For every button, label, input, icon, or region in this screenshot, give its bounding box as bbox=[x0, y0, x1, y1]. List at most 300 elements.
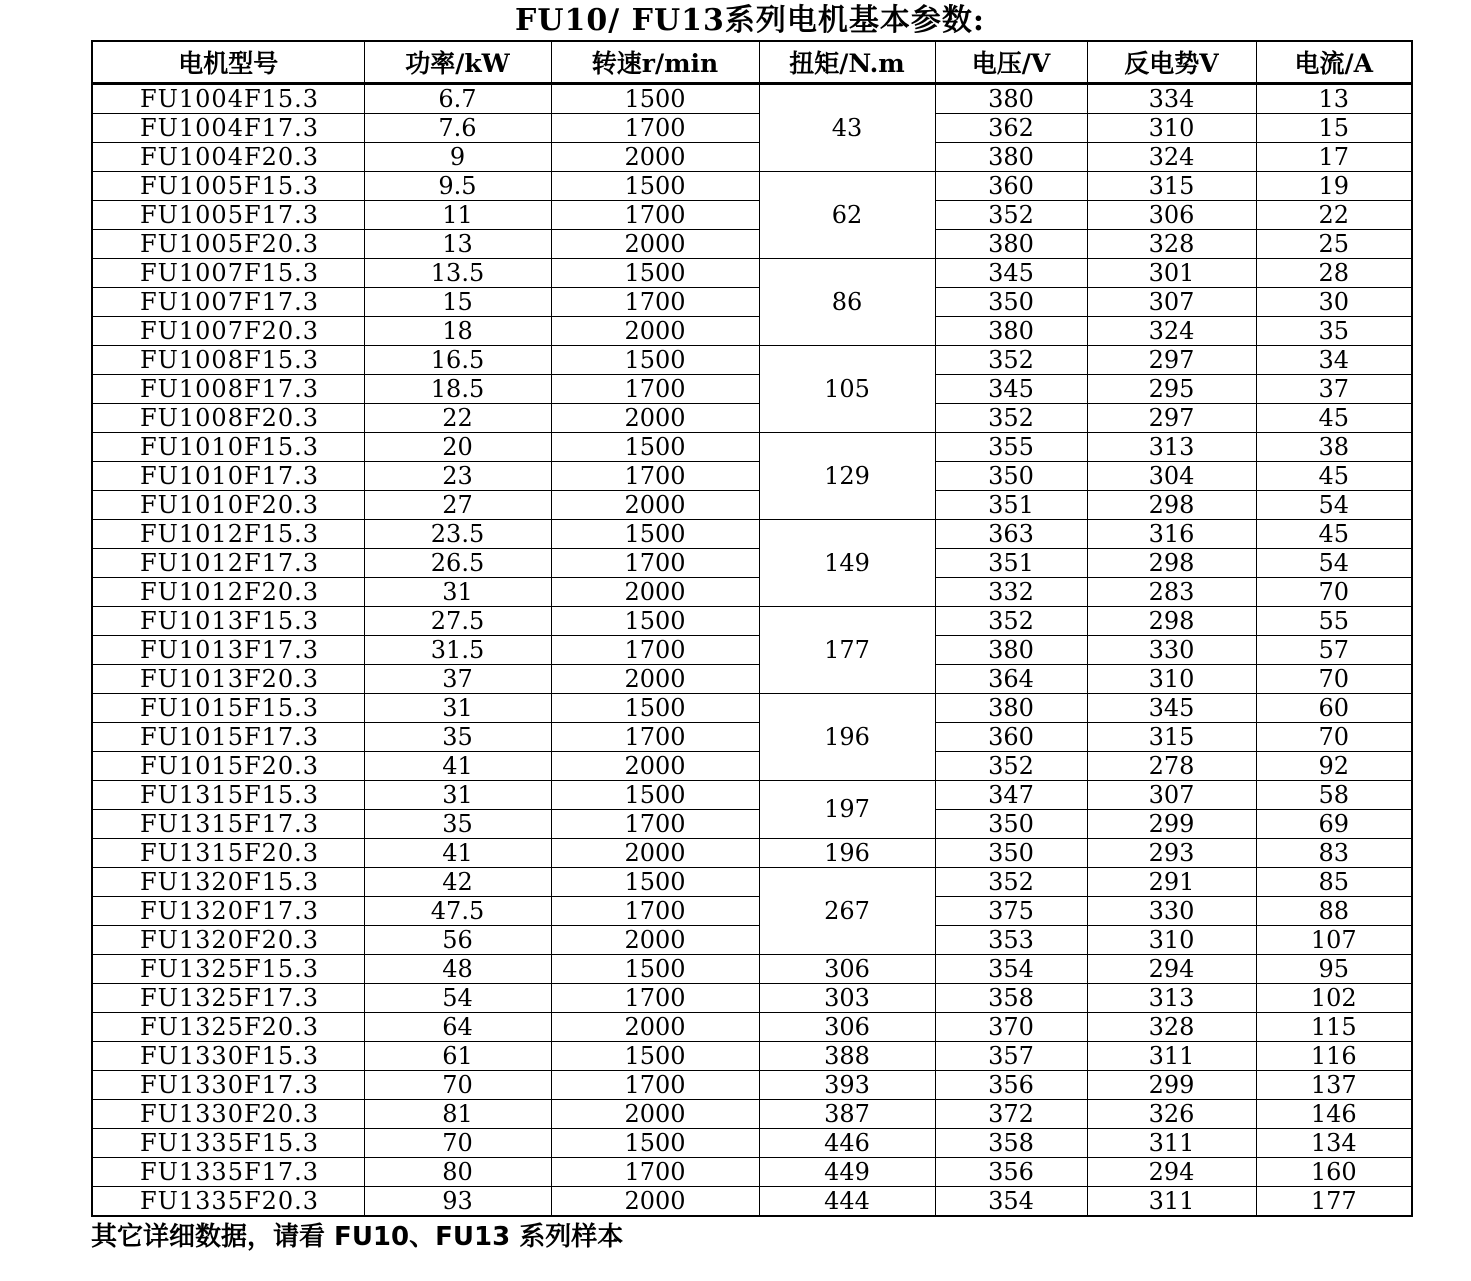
table-row bbox=[92, 549, 1412, 578]
cell-torque: 303 bbox=[759, 984, 935, 1013]
cell-back-emf: 316 bbox=[1087, 520, 1256, 549]
cell-voltage: 350 bbox=[935, 288, 1087, 317]
cell-voltage: 352 bbox=[935, 346, 1087, 375]
cell-back-emf: 315 bbox=[1087, 172, 1256, 201]
cell-current: 30 bbox=[1256, 288, 1412, 317]
cell-power: 47.5 bbox=[364, 897, 551, 926]
cell-current: 116 bbox=[1256, 1042, 1412, 1071]
cell-model: FU1330F17.3 bbox=[92, 1071, 364, 1100]
cell-current: 13 bbox=[1256, 84, 1412, 114]
cell-power: 48 bbox=[364, 955, 551, 984]
cell-voltage: 372 bbox=[935, 1100, 1087, 1129]
cell-speed: 2000 bbox=[551, 839, 759, 868]
cell-voltage: 380 bbox=[935, 636, 1087, 665]
cell-voltage: 345 bbox=[935, 375, 1087, 404]
cell-speed: 1700 bbox=[551, 201, 759, 230]
cell-back-emf: 283 bbox=[1087, 578, 1256, 607]
table-row bbox=[92, 520, 1412, 549]
cell-model: FU1013F17.3 bbox=[92, 636, 364, 665]
table-row bbox=[92, 375, 1412, 404]
cell-current: 17 bbox=[1256, 143, 1412, 172]
cell-back-emf: 345 bbox=[1087, 694, 1256, 723]
cell-speed: 1700 bbox=[551, 636, 759, 665]
cell-current: 134 bbox=[1256, 1129, 1412, 1158]
table-row bbox=[92, 114, 1412, 143]
table-row bbox=[92, 868, 1412, 897]
header-back-emf: 反电势V bbox=[1087, 41, 1256, 84]
cell-model: FU1010F15.3 bbox=[92, 433, 364, 462]
cell-voltage: 380 bbox=[935, 317, 1087, 346]
cell-current: 22 bbox=[1256, 201, 1412, 230]
cell-back-emf: 330 bbox=[1087, 897, 1256, 926]
cell-power: 16.5 bbox=[364, 346, 551, 375]
cell-power: 31 bbox=[364, 578, 551, 607]
cell-back-emf: 304 bbox=[1087, 462, 1256, 491]
cell-torque: 197 bbox=[759, 781, 935, 839]
cell-current: 146 bbox=[1256, 1100, 1412, 1129]
cell-voltage: 347 bbox=[935, 781, 1087, 810]
cell-torque: 306 bbox=[759, 1013, 935, 1042]
table-row bbox=[92, 723, 1412, 752]
cell-power: 93 bbox=[364, 1187, 551, 1217]
cell-speed: 1500 bbox=[551, 955, 759, 984]
cell-back-emf: 326 bbox=[1087, 1100, 1256, 1129]
cell-current: 45 bbox=[1256, 520, 1412, 549]
cell-power: 18.5 bbox=[364, 375, 551, 404]
cell-current: 57 bbox=[1256, 636, 1412, 665]
cell-voltage: 357 bbox=[935, 1042, 1087, 1071]
cell-speed: 1500 bbox=[551, 607, 759, 636]
cell-current: 115 bbox=[1256, 1013, 1412, 1042]
cell-model: FU1330F20.3 bbox=[92, 1100, 364, 1129]
cell-current: 35 bbox=[1256, 317, 1412, 346]
cell-model: FU1007F20.3 bbox=[92, 317, 364, 346]
cell-power: 35 bbox=[364, 723, 551, 752]
table-row bbox=[92, 84, 1412, 114]
cell-back-emf: 293 bbox=[1087, 839, 1256, 868]
cell-speed: 1500 bbox=[551, 346, 759, 375]
header-speed: 转速r/min bbox=[551, 41, 759, 84]
cell-power: 15 bbox=[364, 288, 551, 317]
cell-speed: 2000 bbox=[551, 665, 759, 694]
cell-torque: 196 bbox=[759, 694, 935, 781]
cell-torque: 444 bbox=[759, 1187, 935, 1217]
table-body bbox=[92, 84, 1412, 1217]
table-row bbox=[92, 1158, 1412, 1187]
cell-voltage: 350 bbox=[935, 462, 1087, 491]
cell-torque: 105 bbox=[759, 346, 935, 433]
cell-model: FU1004F20.3 bbox=[92, 143, 364, 172]
cell-torque: 388 bbox=[759, 1042, 935, 1071]
cell-power: 31.5 bbox=[364, 636, 551, 665]
cell-current: 160 bbox=[1256, 1158, 1412, 1187]
cell-power: 31 bbox=[364, 781, 551, 810]
cell-speed: 1700 bbox=[551, 897, 759, 926]
cell-back-emf: 297 bbox=[1087, 404, 1256, 433]
table-row bbox=[92, 433, 1412, 462]
cell-power: 6.7 bbox=[364, 84, 551, 114]
cell-voltage: 356 bbox=[935, 1158, 1087, 1187]
cell-model: FU1015F17.3 bbox=[92, 723, 364, 752]
cell-torque: 129 bbox=[759, 433, 935, 520]
table-row bbox=[92, 636, 1412, 665]
cell-voltage: 380 bbox=[935, 143, 1087, 172]
cell-voltage: 358 bbox=[935, 984, 1087, 1013]
cell-voltage: 360 bbox=[935, 172, 1087, 201]
cell-model: FU1325F20.3 bbox=[92, 1013, 364, 1042]
cell-speed: 2000 bbox=[551, 491, 759, 520]
cell-power: 20 bbox=[364, 433, 551, 462]
cell-power: 41 bbox=[364, 839, 551, 868]
cell-speed: 1700 bbox=[551, 549, 759, 578]
cell-speed: 1700 bbox=[551, 810, 759, 839]
cell-model: FU1008F20.3 bbox=[92, 404, 364, 433]
page-title: FU10/ FU13系列电机基本参数: bbox=[515, 3, 985, 38]
cell-voltage: 354 bbox=[935, 1187, 1087, 1217]
cell-back-emf: 298 bbox=[1087, 491, 1256, 520]
cell-back-emf: 324 bbox=[1087, 317, 1256, 346]
cell-current: 19 bbox=[1256, 172, 1412, 201]
cell-speed: 2000 bbox=[551, 143, 759, 172]
cell-back-emf: 330 bbox=[1087, 636, 1256, 665]
cell-model: FU1335F20.3 bbox=[92, 1187, 364, 1217]
cell-power: 37 bbox=[364, 665, 551, 694]
cell-speed: 1500 bbox=[551, 868, 759, 897]
cell-back-emf: 310 bbox=[1087, 665, 1256, 694]
cell-speed: 2000 bbox=[551, 752, 759, 781]
cell-back-emf: 294 bbox=[1087, 955, 1256, 984]
table-row bbox=[92, 1042, 1412, 1071]
cell-power: 18 bbox=[364, 317, 551, 346]
cell-back-emf: 310 bbox=[1087, 114, 1256, 143]
cell-power: 64 bbox=[364, 1013, 551, 1042]
table-row bbox=[92, 172, 1412, 201]
cell-torque: 177 bbox=[759, 607, 935, 694]
cell-voltage: 345 bbox=[935, 259, 1087, 288]
cell-power: 22 bbox=[364, 404, 551, 433]
cell-model: FU1315F20.3 bbox=[92, 839, 364, 868]
cell-voltage: 353 bbox=[935, 926, 1087, 955]
cell-model: FU1004F15.3 bbox=[92, 84, 364, 114]
cell-back-emf: 291 bbox=[1087, 868, 1256, 897]
table-row bbox=[92, 1129, 1412, 1158]
table-row bbox=[92, 404, 1412, 433]
cell-model: FU1005F15.3 bbox=[92, 172, 364, 201]
cell-back-emf: 299 bbox=[1087, 810, 1256, 839]
cell-model: FU1015F20.3 bbox=[92, 752, 364, 781]
header-voltage: 电压/V bbox=[935, 41, 1087, 84]
cell-back-emf: 334 bbox=[1087, 84, 1256, 114]
cell-current: 69 bbox=[1256, 810, 1412, 839]
table-row bbox=[92, 984, 1412, 1013]
table-row bbox=[92, 491, 1412, 520]
cell-model: FU1320F20.3 bbox=[92, 926, 364, 955]
cell-current: 15 bbox=[1256, 114, 1412, 143]
cell-torque: 267 bbox=[759, 868, 935, 955]
cell-power: 70 bbox=[364, 1071, 551, 1100]
cell-power: 7.6 bbox=[364, 114, 551, 143]
cell-back-emf: 328 bbox=[1087, 230, 1256, 259]
cell-speed: 2000 bbox=[551, 317, 759, 346]
cell-current: 92 bbox=[1256, 752, 1412, 781]
table-row bbox=[92, 897, 1412, 926]
cell-power: 54 bbox=[364, 984, 551, 1013]
cell-current: 54 bbox=[1256, 549, 1412, 578]
cell-current: 70 bbox=[1256, 723, 1412, 752]
cell-voltage: 351 bbox=[935, 491, 1087, 520]
cell-model: FU1005F17.3 bbox=[92, 201, 364, 230]
cell-model: FU1320F15.3 bbox=[92, 868, 364, 897]
cell-model: FU1335F15.3 bbox=[92, 1129, 364, 1158]
cell-power: 9 bbox=[364, 143, 551, 172]
cell-speed: 1700 bbox=[551, 462, 759, 491]
cell-back-emf: 311 bbox=[1087, 1042, 1256, 1071]
cell-current: 55 bbox=[1256, 607, 1412, 636]
cell-voltage: 352 bbox=[935, 404, 1087, 433]
cell-back-emf: 328 bbox=[1087, 1013, 1256, 1042]
table-row bbox=[92, 578, 1412, 607]
cell-speed: 1500 bbox=[551, 781, 759, 810]
table-row bbox=[92, 288, 1412, 317]
cell-back-emf: 315 bbox=[1087, 723, 1256, 752]
cell-torque: 196 bbox=[759, 839, 935, 868]
cell-power: 27.5 bbox=[364, 607, 551, 636]
cell-speed: 1700 bbox=[551, 1071, 759, 1100]
cell-back-emf: 295 bbox=[1087, 375, 1256, 404]
cell-power: 13 bbox=[364, 230, 551, 259]
cell-speed: 1500 bbox=[551, 520, 759, 549]
cell-back-emf: 324 bbox=[1087, 143, 1256, 172]
cell-power: 27 bbox=[364, 491, 551, 520]
cell-torque: 446 bbox=[759, 1129, 935, 1158]
cell-speed: 1500 bbox=[551, 433, 759, 462]
table-row bbox=[92, 1013, 1412, 1042]
cell-speed: 1700 bbox=[551, 1158, 759, 1187]
header-torque: 扭矩/N.m bbox=[759, 41, 935, 84]
table-row bbox=[92, 462, 1412, 491]
table-row bbox=[92, 694, 1412, 723]
cell-back-emf: 310 bbox=[1087, 926, 1256, 955]
cell-model: FU1008F17.3 bbox=[92, 375, 364, 404]
cell-speed: 1500 bbox=[551, 84, 759, 114]
cell-voltage: 360 bbox=[935, 723, 1087, 752]
table-row bbox=[92, 259, 1412, 288]
cell-current: 95 bbox=[1256, 955, 1412, 984]
cell-current: 25 bbox=[1256, 230, 1412, 259]
cell-model: FU1010F17.3 bbox=[92, 462, 364, 491]
cell-model: FU1335F17.3 bbox=[92, 1158, 364, 1187]
motor-spec-table bbox=[91, 40, 1413, 1217]
cell-power: 9.5 bbox=[364, 172, 551, 201]
cell-current: 83 bbox=[1256, 839, 1412, 868]
cell-voltage: 351 bbox=[935, 549, 1087, 578]
cell-speed: 1500 bbox=[551, 1129, 759, 1158]
cell-voltage: 363 bbox=[935, 520, 1087, 549]
cell-voltage: 352 bbox=[935, 752, 1087, 781]
cell-model: FU1315F17.3 bbox=[92, 810, 364, 839]
table-row bbox=[92, 201, 1412, 230]
cell-current: 85 bbox=[1256, 868, 1412, 897]
cell-voltage: 332 bbox=[935, 578, 1087, 607]
table-row bbox=[92, 1071, 1412, 1100]
cell-current: 54 bbox=[1256, 491, 1412, 520]
cell-voltage: 355 bbox=[935, 433, 1087, 462]
table-row bbox=[92, 752, 1412, 781]
cell-power: 81 bbox=[364, 1100, 551, 1129]
cell-model: FU1330F15.3 bbox=[92, 1042, 364, 1071]
cell-torque: 86 bbox=[759, 259, 935, 346]
cell-speed: 1700 bbox=[551, 288, 759, 317]
cell-speed: 1700 bbox=[551, 114, 759, 143]
cell-model: FU1005F20.3 bbox=[92, 230, 364, 259]
cell-speed: 2000 bbox=[551, 230, 759, 259]
cell-back-emf: 278 bbox=[1087, 752, 1256, 781]
cell-voltage: 354 bbox=[935, 955, 1087, 984]
cell-torque: 449 bbox=[759, 1158, 935, 1187]
cell-model: FU1012F17.3 bbox=[92, 549, 364, 578]
cell-model: FU1325F17.3 bbox=[92, 984, 364, 1013]
cell-speed: 1700 bbox=[551, 723, 759, 752]
cell-current: 177 bbox=[1256, 1187, 1412, 1217]
cell-speed: 1500 bbox=[551, 694, 759, 723]
cell-power: 11 bbox=[364, 201, 551, 230]
table-row bbox=[92, 607, 1412, 636]
cell-power: 70 bbox=[364, 1129, 551, 1158]
cell-power: 42 bbox=[364, 868, 551, 897]
cell-voltage: 350 bbox=[935, 839, 1087, 868]
cell-voltage: 352 bbox=[935, 201, 1087, 230]
cell-model: FU1320F17.3 bbox=[92, 897, 364, 926]
cell-power: 61 bbox=[364, 1042, 551, 1071]
table-header-row bbox=[92, 41, 1412, 84]
table-row bbox=[92, 317, 1412, 346]
cell-speed: 2000 bbox=[551, 404, 759, 433]
table-row bbox=[92, 346, 1412, 375]
cell-model: FU1015F15.3 bbox=[92, 694, 364, 723]
cell-current: 37 bbox=[1256, 375, 1412, 404]
table-row bbox=[92, 230, 1412, 259]
cell-current: 60 bbox=[1256, 694, 1412, 723]
cell-speed: 2000 bbox=[551, 1187, 759, 1217]
cell-model: FU1007F17.3 bbox=[92, 288, 364, 317]
cell-model: FU1013F15.3 bbox=[92, 607, 364, 636]
cell-speed: 1700 bbox=[551, 984, 759, 1013]
cell-back-emf: 313 bbox=[1087, 433, 1256, 462]
cell-voltage: 356 bbox=[935, 1071, 1087, 1100]
cell-power: 23 bbox=[364, 462, 551, 491]
cell-back-emf: 311 bbox=[1087, 1187, 1256, 1217]
cell-back-emf: 301 bbox=[1087, 259, 1256, 288]
header-current: 电流/A bbox=[1256, 41, 1412, 84]
cell-power: 31 bbox=[364, 694, 551, 723]
cell-voltage: 380 bbox=[935, 84, 1087, 114]
header-power: 功率/kW bbox=[364, 41, 551, 84]
cell-torque: 306 bbox=[759, 955, 935, 984]
header-model: 电机型号 bbox=[92, 41, 364, 84]
cell-current: 34 bbox=[1256, 346, 1412, 375]
cell-power: 26.5 bbox=[364, 549, 551, 578]
cell-current: 45 bbox=[1256, 404, 1412, 433]
cell-voltage: 370 bbox=[935, 1013, 1087, 1042]
cell-current: 38 bbox=[1256, 433, 1412, 462]
table-row bbox=[92, 143, 1412, 172]
cell-current: 88 bbox=[1256, 897, 1412, 926]
cell-back-emf: 298 bbox=[1087, 607, 1256, 636]
cell-back-emf: 307 bbox=[1087, 781, 1256, 810]
cell-current: 107 bbox=[1256, 926, 1412, 955]
cell-power: 35 bbox=[364, 810, 551, 839]
cell-back-emf: 298 bbox=[1087, 549, 1256, 578]
cell-torque: 62 bbox=[759, 172, 935, 259]
table-row bbox=[92, 839, 1412, 868]
cell-torque: 149 bbox=[759, 520, 935, 607]
cell-model: FU1013F20.3 bbox=[92, 665, 364, 694]
cell-back-emf: 299 bbox=[1087, 1071, 1256, 1100]
cell-power: 80 bbox=[364, 1158, 551, 1187]
cell-speed: 1700 bbox=[551, 375, 759, 404]
cell-speed: 2000 bbox=[551, 578, 759, 607]
cell-current: 102 bbox=[1256, 984, 1412, 1013]
table-row bbox=[92, 926, 1412, 955]
table-row bbox=[92, 810, 1412, 839]
cell-model: FU1315F15.3 bbox=[92, 781, 364, 810]
cell-voltage: 362 bbox=[935, 114, 1087, 143]
cell-voltage: 350 bbox=[935, 810, 1087, 839]
table-row bbox=[92, 1100, 1412, 1129]
cell-current: 28 bbox=[1256, 259, 1412, 288]
cell-speed: 1500 bbox=[551, 1042, 759, 1071]
table-row bbox=[92, 781, 1412, 810]
cell-power: 41 bbox=[364, 752, 551, 781]
cell-power: 23.5 bbox=[364, 520, 551, 549]
cell-model: FU1004F17.3 bbox=[92, 114, 364, 143]
cell-power: 13.5 bbox=[364, 259, 551, 288]
cell-voltage: 364 bbox=[935, 665, 1087, 694]
cell-current: 137 bbox=[1256, 1071, 1412, 1100]
cell-voltage: 380 bbox=[935, 694, 1087, 723]
cell-model: FU1325F15.3 bbox=[92, 955, 364, 984]
cell-speed: 2000 bbox=[551, 1100, 759, 1129]
cell-voltage: 380 bbox=[935, 230, 1087, 259]
cell-back-emf: 311 bbox=[1087, 1129, 1256, 1158]
cell-back-emf: 313 bbox=[1087, 984, 1256, 1013]
cell-speed: 1500 bbox=[551, 172, 759, 201]
table-row bbox=[92, 955, 1412, 984]
cell-torque: 393 bbox=[759, 1071, 935, 1100]
footer-note: 其它详细数据，请看 FU10、FU13 系列样本 bbox=[91, 1222, 624, 1252]
cell-model: FU1008F15.3 bbox=[92, 346, 364, 375]
cell-model: FU1007F15.3 bbox=[92, 259, 364, 288]
cell-back-emf: 306 bbox=[1087, 201, 1256, 230]
cell-model: FU1012F20.3 bbox=[92, 578, 364, 607]
cell-speed: 2000 bbox=[551, 1013, 759, 1042]
cell-model: FU1010F20.3 bbox=[92, 491, 364, 520]
cell-current: 70 bbox=[1256, 665, 1412, 694]
cell-current: 70 bbox=[1256, 578, 1412, 607]
cell-speed: 1500 bbox=[551, 259, 759, 288]
cell-current: 58 bbox=[1256, 781, 1412, 810]
cell-speed: 2000 bbox=[551, 926, 759, 955]
cell-voltage: 358 bbox=[935, 1129, 1087, 1158]
cell-model: FU1012F15.3 bbox=[92, 520, 364, 549]
cell-back-emf: 294 bbox=[1087, 1158, 1256, 1187]
cell-torque: 387 bbox=[759, 1100, 935, 1129]
table-row bbox=[92, 665, 1412, 694]
table-row bbox=[92, 1187, 1412, 1217]
cell-voltage: 375 bbox=[935, 897, 1087, 926]
cell-voltage: 352 bbox=[935, 868, 1087, 897]
cell-current: 45 bbox=[1256, 462, 1412, 491]
